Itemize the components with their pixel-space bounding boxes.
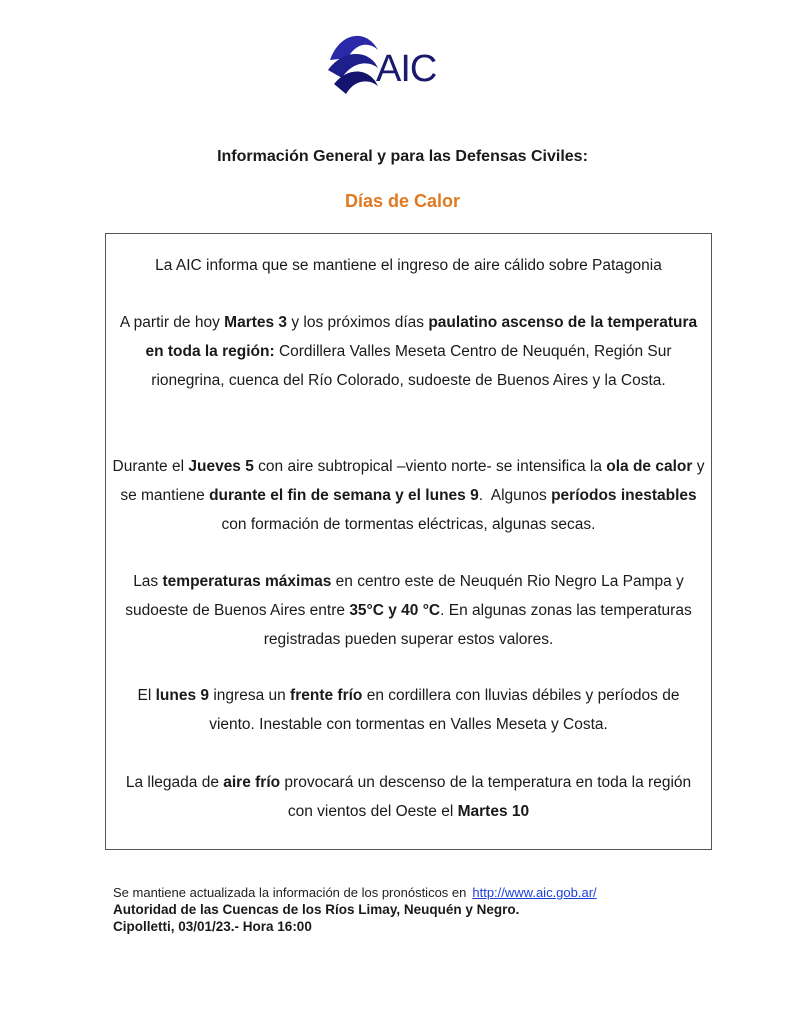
paragraph-intro: La AIC informa que se mantiene el ingreso de aire cálido sobre Patagonia	[155, 257, 662, 274]
footer-line-info	[113, 884, 597, 901]
text: con aire subtropical –viento norte- se intensifica la	[253, 458, 607, 475]
text: Cordillera Valles Meseta Centro de Neuquén, Región Sur rionegrina, cuenca del Río Colorado, sudoeste de Buenos Aires y la Costa.	[151, 343, 672, 389]
text: Durante el	[112, 458, 189, 475]
text: provocará un descenso de la temperatura en toda la región con vientos del Oeste el	[280, 774, 692, 820]
text: . En algunas zonas las temperaturas registradas pueden superar estos valores.	[263, 602, 692, 648]
text: ingresa un	[209, 687, 291, 704]
website-link[interactable]: http://www.aic.gob.ar/	[472, 885, 597, 900]
footer-authority: Autoridad de las Cuencas de los Ríos Limay, Neuquén y Negro.	[113, 902, 520, 917]
paragraph-frente-frio	[106, 681, 711, 739]
bold-text: durante el fin de semana y el lunes 9	[209, 487, 479, 504]
paragraph-ola-de-calor	[106, 452, 711, 539]
bold-text: 35°C y 40 °C	[349, 602, 441, 619]
text: Las	[133, 573, 163, 590]
bold-text: frente frío	[290, 687, 363, 704]
footer-date: Cipolletti, 03/01/23.- Hora 16:00	[113, 919, 312, 934]
text: . Algunos	[478, 487, 552, 504]
bulletin-box	[105, 233, 712, 850]
bold-text: períodos inestables	[551, 487, 697, 504]
bold-text: lunes 9	[155, 687, 210, 704]
bold-text: ola de calor	[606, 458, 693, 475]
text: El	[137, 687, 156, 704]
footer-info-text: Se mantiene actualizada la información de los pronósticos en	[113, 885, 467, 900]
paragraph-temperaturas	[106, 567, 711, 654]
text: con formación de tormentas eléctricas, algunas secas.	[221, 516, 596, 533]
bold-text: Jueves 5	[188, 458, 254, 475]
bold-text: temperaturas máximas	[162, 573, 332, 590]
text: A partir de hoy	[119, 314, 225, 331]
logo-wordmark: AIC	[376, 48, 437, 90]
text: y los próximos días	[287, 314, 429, 331]
paragraph-aire-frio	[106, 768, 711, 826]
text: y se mantiene	[120, 458, 705, 504]
text: en centro este de Neuquén Rio Negro La Pampa y sudoeste de Buenos Aires entre	[125, 573, 684, 619]
bold-text: aire frío	[223, 774, 281, 791]
paragraph-ascenso	[106, 308, 711, 395]
bold-text: paulatino ascenso de la temperatura en toda la región:	[145, 314, 698, 360]
text: en cordillera con lluvias débiles y períodos de viento. Inestable con tormentas en Valles Meseta y Costa.	[209, 687, 680, 733]
document-heading: Información General y para las Defensas Civiles:	[217, 148, 588, 165]
text: La llegada de	[125, 774, 224, 791]
bold-text: Martes 10	[457, 803, 530, 820]
footer	[113, 884, 597, 935]
document-subheading: Días de Calor	[344, 191, 461, 211]
bold-text: Martes 3	[224, 314, 288, 331]
